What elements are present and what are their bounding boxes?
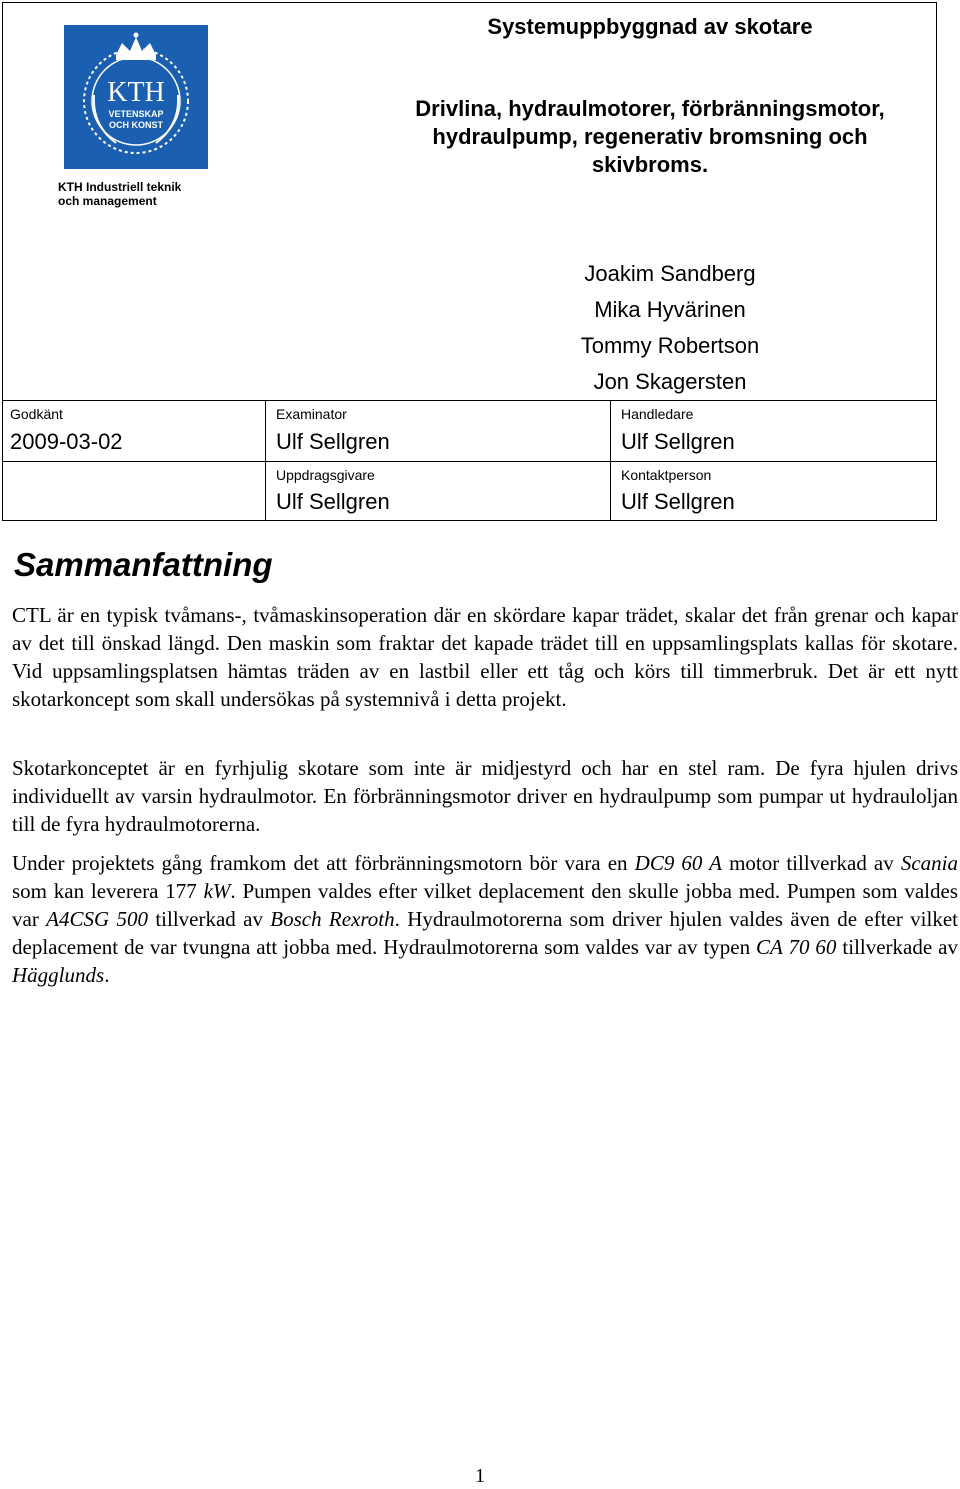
text-run: Under projektets gång framkom det att förbränningsmotorn bör vara en	[12, 851, 635, 875]
examiner-label: Examinator	[276, 406, 347, 422]
frame-divider	[2, 461, 937, 462]
author-name: Mika Hyvärinen	[594, 297, 746, 322]
text-run: motor tillverkad av	[721, 851, 901, 875]
approved-label: Godkänt	[10, 406, 63, 422]
author-name: Tommy Robertson	[580, 333, 760, 358]
page-number: 1	[475, 1465, 485, 1487]
contact-name: Ulf Sellgren	[621, 489, 735, 514]
logo-text: VETENSKAP	[108, 109, 164, 119]
frame-divider	[610, 400, 611, 521]
logo-text: KTH	[107, 77, 165, 108]
summary-paragraph: CTL är en typisk tvåmans-, tvåmaskinsoperation där en skördare kapar trädet, skalar det från grenar och kapar av det till önskad längd. Den maskin som fraktar det kapade trädet till en uppsamlingsplats kallas för skotare. Vid uppsamlingsplatsen hämtas träden av en lastbil eller ett tåg och körs till timmerbruk. Det är ett nytt skotarkoncept som skall undersökas på systemnivå i detta projekt.	[12, 603, 958, 711]
motor-maker: Hägglunds	[12, 963, 105, 987]
text-run: som kan leverera 177	[12, 879, 204, 903]
logo-caption-line: KTH Industriell teknik	[58, 180, 182, 194]
logo-caption-line: och management	[58, 194, 157, 208]
summary-paragraph	[12, 849, 958, 989]
text-run: .	[104, 963, 110, 987]
examiner-name: Ulf Sellgren	[276, 429, 390, 454]
report-series-title: Systemuppbyggnad av skotare	[487, 14, 813, 39]
section-heading: Sammanfattning	[14, 546, 273, 583]
engine-model: DC9 60 A	[634, 851, 722, 875]
pump-maker: Bosch Rexroth	[270, 907, 395, 931]
supervisor-label: Handledare	[621, 406, 694, 422]
supervisor-name: Ulf Sellgren	[621, 429, 735, 454]
power-unit: kW	[203, 879, 231, 903]
motor-model: CA 70 60	[756, 935, 837, 959]
logo-text: OCH KONST	[109, 120, 163, 130]
logo-caption	[58, 180, 181, 208]
frame-divider	[265, 400, 266, 521]
commissioner-name: Ulf Sellgren	[276, 489, 390, 514]
author-name: Joakim Sandberg	[584, 261, 756, 286]
text-run: tillverkad av	[148, 907, 271, 931]
engine-maker: Scania	[900, 851, 958, 875]
text-run: . Hydraulmotorerna som driver hjulen valdes även de efter vilket deplacement de var tvungna att jobba med. Hydraulmotorerna som valdes var av typen	[12, 907, 958, 959]
text-run: tillverkade av	[836, 935, 958, 959]
author-list	[460, 256, 880, 400]
approved-date: 2009-03-02	[10, 429, 123, 454]
pump-model: A4CSG 500	[46, 907, 148, 931]
frame-divider	[2, 400, 937, 401]
kth-crown-logo-icon	[64, 25, 208, 169]
report-title: Drivlina, hydraulmotorer, förbränningsmotor, hydraulpump, regenerativ bromsning och skivbroms.	[415, 96, 885, 177]
contact-label: Kontaktperson	[621, 467, 712, 483]
author-name: Jon Skagersten	[593, 369, 747, 394]
text-run: . Pumpen valdes efter vilket deplacement den skulle jobba med. Pumpen som valdes var	[12, 879, 958, 931]
commissioner-label: Uppdragsgivare	[276, 467, 375, 483]
summary-paragraph: Skotarkonceptet är en fyrhjulig skotare som inte är midjestyrd och har en stel ram. De fyra hjulen drivs individuellt av varsin hydraulmotor. En förbränningsmotor driver en hydraulpump som pumpar ut hydrauloljan till de fyra hydraulmotorerna.	[12, 756, 958, 836]
